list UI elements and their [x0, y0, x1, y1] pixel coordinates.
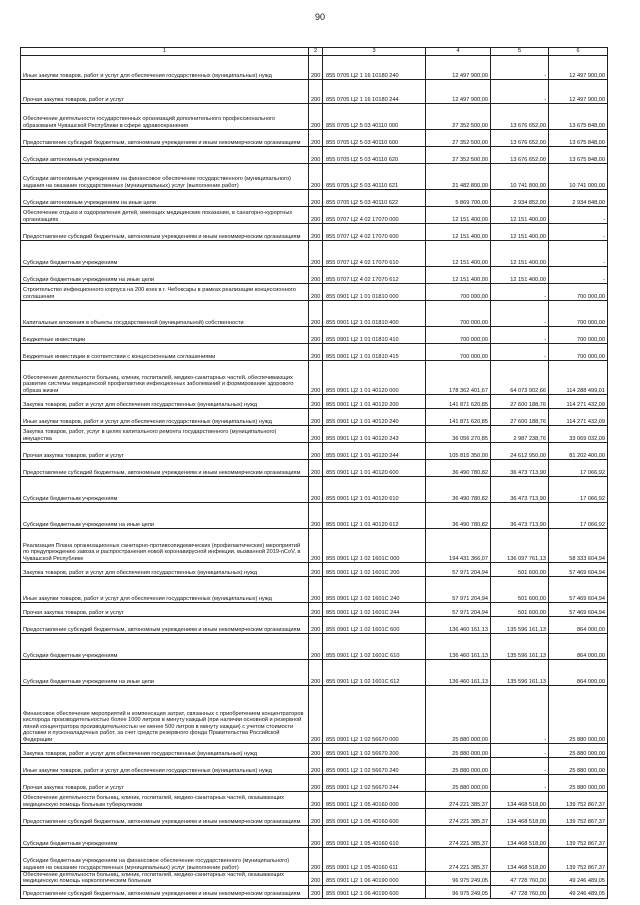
header-cell: 5 [491, 48, 549, 56]
row-col2-cell: 200 [309, 80, 323, 104]
row-value-col4: 25 880 000,00 [426, 744, 491, 758]
table-row [21, 361, 608, 395]
row-col2-cell: 200 [309, 477, 323, 503]
row-value-col5: 10 741 800,00 [491, 164, 549, 190]
row-value-col6: 114 271 432,09 [549, 409, 608, 426]
row-col2-cell: 200 [309, 241, 323, 267]
row-value-col5: 134 468 518,00 [491, 848, 549, 872]
row-value-col5: 47 728 760,00 [491, 872, 549, 886]
row-code-cell: 855 0705 Ц2 5 03 40110 621 [323, 164, 426, 190]
row-value-col6: 139 752 867,37 [549, 848, 608, 872]
row-col2-cell: 200 [309, 744, 323, 758]
row-name-cell: Закупка товаров, работ и услуг для обеспечения государственных (муниципальных) нужд [21, 395, 309, 409]
table-row [21, 775, 608, 792]
row-value-col4: 274 221 385,37 [426, 848, 491, 872]
table-row [21, 460, 608, 477]
row-col2-cell: 200 [309, 104, 323, 130]
row-code-cell: 855 0901 Ц2 1 06 40190 600 [323, 885, 426, 898]
row-col2-cell: 200 [309, 460, 323, 477]
row-code-cell: 855 0901 Ц2 1 02 1601С 612 [323, 660, 426, 686]
row-value-col6: 33 069 032,09 [549, 426, 608, 443]
row-value-col5: 135 596 161,13 [491, 634, 549, 660]
row-value-col4: 274 221 385,37 [426, 809, 491, 826]
row-col2-cell: 200 [309, 207, 323, 224]
row-value-col4: 700 000,00 [426, 327, 491, 344]
table-row [21, 529, 608, 563]
row-value-col5: 2 987 238,76 [491, 426, 549, 443]
row-value-col5: 135 596 161,13 [491, 660, 549, 686]
row-name-cell: Капитальные вложения в объекты государственной (муниципальной) собственности [21, 301, 309, 327]
table-row [21, 344, 608, 361]
table-row [21, 503, 608, 529]
row-code-cell: 855 0707 Ц2 4 02 17070 610 [323, 241, 426, 267]
row-code-cell: 855 0901 Ц2 1 01 40120 244 [323, 443, 426, 460]
row-value-col5: 36 473 713,90 [491, 460, 549, 477]
row-name-cell: Субсидии автономным учреждениям [21, 147, 309, 164]
row-code-cell: 855 0901 Ц2 1 02 1601С 610 [323, 634, 426, 660]
row-col2-cell: 200 [309, 224, 323, 241]
row-value-col6: 49 246 489,05 [549, 872, 608, 886]
row-value-col5: 12 151 400,00 [491, 224, 549, 241]
row-value-col4: 36 490 780,82 [426, 477, 491, 503]
table-row [21, 660, 608, 686]
table-header-row [21, 48, 608, 56]
row-value-col4: 136 460 161,13 [426, 660, 491, 686]
row-value-col6: 13 675 848,00 [549, 104, 608, 130]
row-code-cell: 855 0901 Ц2 1 01 01810 410 [323, 327, 426, 344]
row-value-col5: - [491, 56, 549, 80]
table-row [21, 563, 608, 577]
row-value-col5: - [491, 327, 549, 344]
row-value-col5: 501 600,00 [491, 563, 549, 577]
row-name-cell: Иные закупки товаров, работ и услуг для обеспечения государственных (муниципальных) нужд [21, 577, 309, 603]
row-name-cell: Бюджетные инвестиции [21, 327, 309, 344]
row-name-cell: Иные закупки товаров, работ и услуг для обеспечения государственных (муниципальных) нужд [21, 758, 309, 775]
table-row [21, 634, 608, 660]
row-col2-cell: 200 [309, 872, 323, 886]
table-row [21, 617, 608, 634]
row-value-col6: 139 752 867,37 [549, 826, 608, 848]
table-row [21, 686, 608, 744]
row-value-col5: 501 600,00 [491, 577, 549, 603]
row-code-cell: 855 0901 Ц2 1 02 56670 000 [323, 686, 426, 744]
row-name-cell: Субсидии бюджетным учреждениям на иные цели [21, 660, 309, 686]
row-value-col6: 25 880 000,00 [549, 775, 608, 792]
row-name-cell: Субсидии бюджетным учреждениям на финансовое обеспечение государственного (муниципального) задания на оказание государственных (муниципальных) услуг (выполнение работ) [21, 848, 309, 872]
row-value-col6: - [549, 241, 608, 267]
table-row [21, 56, 608, 80]
table-row [21, 872, 608, 886]
row-code-cell: 855 0901 Ц2 1 05 40160 610 [323, 826, 426, 848]
row-code-cell: 855 0901 Ц2 1 02 56670 240 [323, 758, 426, 775]
row-col2-cell: 200 [309, 503, 323, 529]
row-value-col4: 700 000,00 [426, 301, 491, 327]
row-value-col4: 36 490 780,82 [426, 460, 491, 477]
table-row [21, 267, 608, 284]
header-cell: 1 [21, 48, 309, 56]
row-code-cell: 855 0707 Ц2 4 02 17070 600 [323, 224, 426, 241]
row-value-col6: 25 880 000,00 [549, 758, 608, 775]
row-value-col6: 25 880 000,00 [549, 686, 608, 744]
row-name-cell: Закупка товаров, работ и услуг для обеспечения государственных (муниципальных) нужд [21, 744, 309, 758]
row-code-cell: 855 0705 Ц2 1 16 10180 240 [323, 56, 426, 80]
row-code-cell: 855 0901 Ц2 1 01 40120 200 [323, 395, 426, 409]
row-col2-cell: 200 [309, 848, 323, 872]
row-value-col6: 57 469 604,94 [549, 577, 608, 603]
row-col2-cell: 200 [309, 758, 323, 775]
row-value-col6: 700 000,00 [549, 327, 608, 344]
row-name-cell: Прочая закупка товаров, работ и услуг [21, 775, 309, 792]
row-value-col6: 114 288 499,01 [549, 361, 608, 395]
row-value-col6: 139 752 867,37 [549, 792, 608, 809]
row-name-cell: Обеспечение деятельности больниц, клиник, госпиталей, медико-санитарных частей, оказывающих медицинскую помощь больным туберкулезом [21, 792, 309, 809]
row-name-cell: Субсидии автономным учреждениям на финансовое обеспечение государственного (муниципального) задания на оказание государственных (муниципальных) услуг (выполнение работ) [21, 164, 309, 190]
row-name-cell: Предоставление субсидий бюджетным, автономным учреждениям и иным некоммерческим организациям [21, 224, 309, 241]
row-code-cell: 855 0901 Ц2 1 01 40120 000 [323, 361, 426, 395]
row-value-col5: 12 151 400,00 [491, 207, 549, 224]
row-value-col4: 700 000,00 [426, 284, 491, 301]
table-row [21, 327, 608, 344]
row-value-col5: - [491, 686, 549, 744]
row-code-cell: 855 0901 Ц2 1 01 40120 610 [323, 477, 426, 503]
row-value-col6: - [549, 267, 608, 284]
row-value-col5: - [491, 344, 549, 361]
row-code-cell: 855 0705 Ц2 5 03 40110 620 [323, 147, 426, 164]
row-name-cell: Закупка товаров, работ, услуг в целях капитального ремонта государственного (муниципального) имущества [21, 426, 309, 443]
row-name-cell: Субсидии бюджетным учреждениям [21, 241, 309, 267]
row-value-col6: 58 333 604,94 [549, 529, 608, 563]
row-name-cell: Закупка товаров, работ и услуг для обеспечения государственных (муниципальных) нужд [21, 563, 309, 577]
table-row [21, 147, 608, 164]
table-row [21, 284, 608, 301]
row-code-cell: 855 0707 Ц2 4 02 17070 612 [323, 267, 426, 284]
row-value-col5: 12 151 400,00 [491, 267, 549, 284]
row-value-col4: 141 871 620,85 [426, 409, 491, 426]
row-value-col6: 25 880 000,00 [549, 744, 608, 758]
header-cell: 3 [323, 48, 426, 56]
row-name-cell: Прочая закупка товаров, работ и услуг [21, 443, 309, 460]
row-col2-cell: 200 [309, 130, 323, 147]
row-value-col4: 700 000,00 [426, 344, 491, 361]
row-value-col6: 81 202 400,00 [549, 443, 608, 460]
row-code-cell: 855 0705 Ц2 1 16 10180 244 [323, 80, 426, 104]
row-code-cell: 855 0901 Ц2 1 01 40120 612 [323, 503, 426, 529]
row-name-cell: Строительство инфекционного корпуса на 200 коек в г. Чебоксары в рамках реализации концессионного соглашения [21, 284, 309, 301]
row-value-col5: 36 473 713,90 [491, 477, 549, 503]
table-row [21, 577, 608, 603]
row-value-col6: - [549, 207, 608, 224]
table-row [21, 477, 608, 503]
row-col2-cell: 200 [309, 634, 323, 660]
row-value-col4: 274 221 385,37 [426, 826, 491, 848]
row-value-col5: 134 468 518,00 [491, 826, 549, 848]
row-col2-cell: 200 [309, 885, 323, 898]
row-code-cell: 855 0901 Ц2 1 06 40190 000 [323, 872, 426, 886]
row-value-col5: 12 151 400,00 [491, 241, 549, 267]
row-col2-cell: 200 [309, 809, 323, 826]
row-value-col6: 2 934 848,00 [549, 190, 608, 207]
row-code-cell: 855 0901 Ц2 1 02 1601С 240 [323, 577, 426, 603]
row-name-cell: Прочая закупка товаров, работ и услуг [21, 80, 309, 104]
row-value-col5: 27 600 188,76 [491, 409, 549, 426]
row-col2-cell: 200 [309, 443, 323, 460]
row-name-cell: Субсидии бюджетным учреждениям [21, 477, 309, 503]
row-name-cell: Бюджетные инвестиции в соответствии с концессионными соглашениями [21, 344, 309, 361]
row-code-cell: 855 0901 Ц2 1 05 40160 000 [323, 792, 426, 809]
row-col2-cell: 200 [309, 603, 323, 617]
row-col2-cell: 200 [309, 617, 323, 634]
row-value-col6: 10 741 000,00 [549, 164, 608, 190]
row-code-cell: 855 0707 Ц2 4 02 17070 000 [323, 207, 426, 224]
row-name-cell: Субсидии бюджетным учреждениям [21, 826, 309, 848]
table-row [21, 190, 608, 207]
row-value-col4: 136 460 161,13 [426, 634, 491, 660]
row-value-col4: 12 151 400,00 [426, 241, 491, 267]
row-col2-cell: 200 [309, 301, 323, 327]
row-value-col4: 96 975 249,05 [426, 872, 491, 886]
row-value-col5: 36 473 713,90 [491, 503, 549, 529]
header-cell: 6 [549, 48, 608, 56]
row-value-col4: 25 880 000,00 [426, 686, 491, 744]
row-name-cell: Субсидии бюджетным учреждениям [21, 634, 309, 660]
row-value-col4: 178 362 401,67 [426, 361, 491, 395]
table-row [21, 224, 608, 241]
row-value-col5: 134 468 518,00 [491, 809, 549, 826]
row-value-col4: 12 151 400,00 [426, 267, 491, 284]
row-value-col4: 57 971 204,94 [426, 563, 491, 577]
row-code-cell: 855 0901 Ц2 1 02 56670 244 [323, 775, 426, 792]
row-value-col4: 27 352 500,00 [426, 104, 491, 130]
table-row [21, 744, 608, 758]
row-value-col5: 13 676 652,00 [491, 104, 549, 130]
row-value-col4: 12 497 900,00 [426, 80, 491, 104]
row-value-col5: - [491, 744, 549, 758]
row-name-cell: Прочая закупка товаров, работ и услуг [21, 603, 309, 617]
row-value-col4: 25 880 000,00 [426, 775, 491, 792]
row-name-cell: Предоставление субсидий бюджетным, автономным учреждениям и иным некоммерческим организациям [21, 130, 309, 147]
row-code-cell: 855 0901 Ц2 1 01 40120 243 [323, 426, 426, 443]
row-value-col5: 2 934 852,00 [491, 190, 549, 207]
row-value-col4: 5 869 700,00 [426, 190, 491, 207]
row-col2-cell: 200 [309, 284, 323, 301]
row-value-col6: 700 000,00 [549, 344, 608, 361]
row-name-cell: Субсидии бюджетным учреждениям на иные цели [21, 503, 309, 529]
row-value-col4: 57 971 204,94 [426, 603, 491, 617]
row-value-col5: - [491, 80, 549, 104]
row-col2-cell: 200 [309, 826, 323, 848]
page-number: 90 [314, 12, 325, 22]
row-value-col4: 27 352 500,00 [426, 147, 491, 164]
row-name-cell: Обеспечение отдыха и оздоровления детей, имеющих медицинские показания, в санаторно-курортных организациях [21, 207, 309, 224]
header-cell: 4 [426, 48, 491, 56]
row-value-col5: 136 097 761,13 [491, 529, 549, 563]
table-row [21, 409, 608, 426]
row-col2-cell: 200 [309, 327, 323, 344]
row-value-col4: 105 815 350,00 [426, 443, 491, 460]
row-value-col5: - [491, 301, 549, 327]
row-name-cell: Предоставление субсидий бюджетным, автономным учреждениям и иным некоммерческим организациям [21, 809, 309, 826]
row-value-col5: 135 596 161,13 [491, 617, 549, 634]
table-row [21, 603, 608, 617]
row-value-col4: 27 352 500,00 [426, 130, 491, 147]
row-col2-cell: 200 [309, 147, 323, 164]
row-value-col6: 114 271 432,09 [549, 395, 608, 409]
row-value-col6: 700 000,00 [549, 301, 608, 327]
row-col2-cell: 200 [309, 563, 323, 577]
row-code-cell: 855 0705 Ц2 5 03 40110 000 [323, 104, 426, 130]
row-value-col4: 57 971 204,94 [426, 577, 491, 603]
row-value-col4: 36 056 270,85 [426, 426, 491, 443]
row-value-col5: - [491, 284, 549, 301]
row-value-col4: 194 431 366,07 [426, 529, 491, 563]
row-code-cell: 855 0901 Ц2 1 02 1601С 244 [323, 603, 426, 617]
table-row [21, 792, 608, 809]
row-col2-cell: 200 [309, 426, 323, 443]
row-code-cell: 855 0901 Ц2 1 01 40120 240 [323, 409, 426, 426]
header-cell: 2 [309, 48, 323, 56]
row-name-cell: Предоставление субсидий бюджетным, автономным учреждениям и иным некоммерческим организациям [21, 885, 309, 898]
row-col2-cell: 200 [309, 56, 323, 80]
budget-table [20, 47, 608, 899]
row-value-col6: 12 497 900,00 [549, 80, 608, 104]
row-name-cell: Обеспечение деятельности больниц, клиник, госпиталей, медико-санитарных частей, обеспечивающих развитие системы медицинской профилактики инфекционных заболеваний и формирование здорового образа жизни [21, 361, 309, 395]
table-row [21, 809, 608, 826]
row-name-cell: Иные закупки товаров, работ и услуг для обеспечения государственных (муниципальных) нужд [21, 56, 309, 80]
row-col2-cell: 200 [309, 660, 323, 686]
row-col2-cell: 200 [309, 409, 323, 426]
row-value-col6: 49 246 489,05 [549, 885, 608, 898]
row-value-col5: 24 612 950,00 [491, 443, 549, 460]
row-value-col6: 17 066,92 [549, 503, 608, 529]
row-value-col6: - [549, 224, 608, 241]
row-value-col6: 864 000,00 [549, 617, 608, 634]
table-row [21, 130, 608, 147]
row-code-cell: 855 0705 Ц2 5 03 40110 600 [323, 130, 426, 147]
row-value-col6: 17 066,92 [549, 460, 608, 477]
row-value-col5: 47 728 760,00 [491, 885, 549, 898]
row-value-col4: 136 460 161,13 [426, 617, 491, 634]
row-code-cell: 855 0901 Ц2 1 02 1601С 000 [323, 529, 426, 563]
row-col2-cell: 200 [309, 529, 323, 563]
table-row [21, 80, 608, 104]
table-row [21, 826, 608, 848]
row-value-col5: 13 676 652,00 [491, 130, 549, 147]
row-value-col6: 13 675 848,00 [549, 147, 608, 164]
row-value-col6: 57 469 604,94 [549, 563, 608, 577]
row-col2-cell: 200 [309, 267, 323, 284]
table-row [21, 426, 608, 443]
row-col2-cell: 200 [309, 577, 323, 603]
row-code-cell: 855 0901 Ц2 1 02 56670 200 [323, 744, 426, 758]
row-name-cell: Предоставление субсидий бюджетным, автономным учреждениям и иным некоммерческим организациям [21, 617, 309, 634]
row-col2-cell: 200 [309, 361, 323, 395]
row-name-cell: Иные закупки товаров, работ и услуг для обеспечения государственных (муниципальных) нужд [21, 409, 309, 426]
row-name-cell: Субсидии бюджетным учреждениям на иные цели [21, 267, 309, 284]
row-code-cell: 855 0901 Ц2 1 05 40160 611 [323, 848, 426, 872]
row-value-col6: 12 497 900,00 [549, 56, 608, 80]
row-value-col5: 501 600,00 [491, 603, 549, 617]
row-name-cell: Предоставление субсидий бюджетным, автономным учреждениям и иным некоммерческим организациям [21, 460, 309, 477]
table-row [21, 443, 608, 460]
row-name-cell: Обеспечение деятельности больниц, клиник, госпиталей, медико-санитарных частей, оказывающих медицинскую помощь наркологическим больным [21, 872, 309, 886]
row-value-col5: 13 676 652,00 [491, 147, 549, 164]
row-col2-cell: 200 [309, 686, 323, 744]
table-row [21, 301, 608, 327]
row-code-cell: 855 0901 Ц2 1 01 01810 000 [323, 284, 426, 301]
row-name-cell: Реализация Плана организационных санитарно-противоэпидемических (профилактических) мероприятий по предупреждению завоза и распространения новой коронавирусной инфекции, вызванной 2019-nCoV, в Чувашской Республике [21, 529, 309, 563]
row-col2-cell: 200 [309, 164, 323, 190]
row-value-col4: 12 497 900,00 [426, 56, 491, 80]
row-value-col4: 274 221 385,37 [426, 792, 491, 809]
table-row [21, 241, 608, 267]
row-value-col6: 700 000,00 [549, 284, 608, 301]
table-row [21, 164, 608, 190]
table-row [21, 758, 608, 775]
row-col2-cell: 200 [309, 395, 323, 409]
row-value-col6: 864 000,00 [549, 634, 608, 660]
row-value-col5: - [491, 775, 549, 792]
row-value-col4: 25 880 000,00 [426, 758, 491, 775]
row-value-col4: 36 490 780,82 [426, 503, 491, 529]
table-row [21, 885, 608, 898]
row-value-col4: 141 871 620,85 [426, 395, 491, 409]
row-col2-cell: 200 [309, 775, 323, 792]
row-value-col4: 21 482 800,00 [426, 164, 491, 190]
row-value-col4: 12 151 400,00 [426, 207, 491, 224]
row-name-cell: Финансовое обеспечение мероприятий и компенсация затрат, связанных с приобретением концентраторов кислорода производительностью более 1000 литров в минуту каждый (при наличии основной и резервной линий концентратора производительностью не менее 500 литров в минуту каждая) с учетом стоимости доставки и пусконаладочных работ, за счет средств резервного фонда Правительства Российской Федерации [21, 686, 309, 744]
row-code-cell: 855 0901 Ц2 1 01 01810 415 [323, 344, 426, 361]
table-row [21, 395, 608, 409]
row-value-col4: 96 975 249,05 [426, 885, 491, 898]
row-col2-cell: 200 [309, 792, 323, 809]
row-value-col6: 17 066,92 [549, 477, 608, 503]
row-col2-cell: 200 [309, 344, 323, 361]
row-code-cell: 855 0901 Ц2 1 01 01810 400 [323, 301, 426, 327]
row-code-cell: 855 0901 Ц2 1 01 40120 600 [323, 460, 426, 477]
row-name-cell: Обеспечение деятельности государственных организаций дополнительного профессионального образования Чувашской Республики в сфере здравоохранения [21, 104, 309, 130]
table-row [21, 104, 608, 130]
row-code-cell: 855 0901 Ц2 1 02 1601С 200 [323, 563, 426, 577]
row-value-col5: 64 073 902,66 [491, 361, 549, 395]
row-code-cell: 855 0705 Ц2 5 03 40110 622 [323, 190, 426, 207]
row-col2-cell: 200 [309, 190, 323, 207]
row-value-col6: 13 675 848,00 [549, 130, 608, 147]
row-code-cell: 855 0901 Ц2 1 05 40160 600 [323, 809, 426, 826]
row-value-col4: 12 151 400,00 [426, 224, 491, 241]
row-code-cell: 855 0901 Ц2 1 02 1601С 600 [323, 617, 426, 634]
row-value-col6: 139 752 867,37 [549, 809, 608, 826]
row-value-col5: - [491, 758, 549, 775]
row-value-col6: 864 000,00 [549, 660, 608, 686]
row-value-col5: 27 600 188,76 [491, 395, 549, 409]
table-row [21, 207, 608, 224]
row-value-col6: 57 469 604,94 [549, 603, 608, 617]
row-name-cell: Субсидии автономным учреждениям на иные цели [21, 190, 309, 207]
table-row [21, 848, 608, 872]
row-value-col5: 134 468 518,00 [491, 792, 549, 809]
